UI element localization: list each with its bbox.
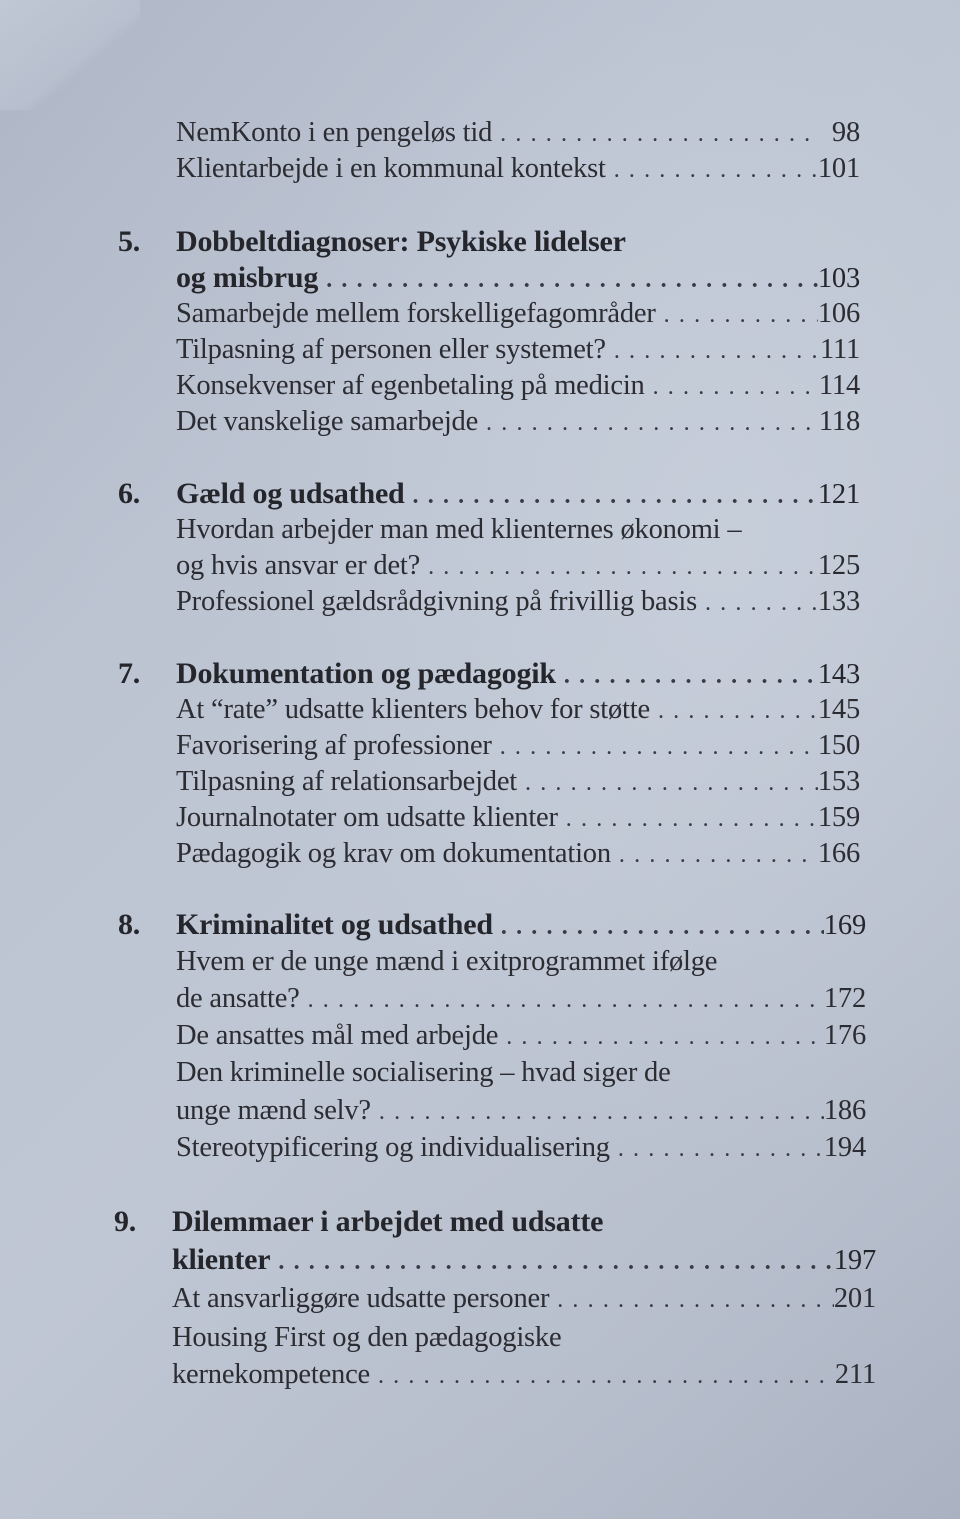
toc-entry-line1 [176,944,866,980]
chapter-title-line2: og misbrug [176,261,319,294]
dot-leader [493,907,824,945]
dot-leader [492,728,818,765]
chapter-number: 9. [114,1205,137,1238]
toc-entry-line1 [172,1320,876,1356]
chapter-title: Gæld og udsathed [176,477,405,510]
toc-entry [176,764,860,801]
dot-leader [270,1242,833,1280]
toc-entry [176,1130,866,1167]
toc-entry [176,296,860,333]
chapter-heading-6 [118,476,860,514]
toc-entry [176,1093,866,1130]
dot-leader [556,656,818,694]
toc-entry [176,584,860,621]
entry-page-number: 114 [818,370,860,401]
entry-title: Pædagogik og krav om dokumentation [176,838,611,869]
dot-leader [558,800,818,837]
entry-title-line1: Den kriminelle socialisering – hvad siger de [176,1057,671,1088]
entry-title: Favorisering af professioner [176,730,492,761]
toc-entry [176,981,866,1018]
entry-title: Konsekvenser af egenbetaling på medicin [176,370,645,401]
entry-title-line2: unge mænd selv? [176,1095,371,1126]
dot-leader [478,404,819,441]
chapter-title-line2: klienter [172,1243,271,1276]
entry-page-number: 145 [817,694,860,725]
dot-leader [656,296,818,333]
dot-leader [610,1130,824,1167]
toc-entry [176,836,860,873]
entry-title-line2: kernekompetence [172,1359,370,1390]
toc-entry [172,1281,876,1318]
toc-entry [176,404,860,441]
dot-leader [405,476,818,514]
dot-leader [645,368,819,405]
entry-title: At ansvarliggøre udsatte personer [172,1283,550,1314]
entry-page-number: 194 [823,1132,866,1163]
chapter-heading-5-cont [176,260,860,298]
toc-entry [176,151,860,188]
entry-title: At “rate” udsatte klienters behov for støtte [176,694,650,725]
entry-title: Det vanskelige samarbejde [176,406,479,437]
chapter-title: Kriminalitet og udsathed [176,908,493,941]
entry-page-number: 150 [817,730,860,761]
dot-leader [611,836,818,873]
entry-page-number: 211 [834,1359,876,1390]
toc-entry-line1 [176,512,860,548]
entry-title: NemKonto i en pengeløs tid [176,117,493,148]
chapter-page-number: 143 [817,659,860,690]
chapter-page-number: 197 [833,1245,876,1276]
toc-entry [176,115,860,152]
chapter-heading-8 [118,907,866,945]
entry-page-number: 125 [817,550,860,581]
chapter-title: Dokumentation og pædagogik [176,657,556,690]
entry-page-number: 166 [817,838,860,869]
entry-page-number: 133 [817,586,860,617]
entry-title: De ansattes mål med arbejde [176,1020,499,1051]
dot-leader [517,764,818,801]
chapter-number: 8. [118,908,141,941]
toc-entry [176,368,860,405]
entry-title-line1: Hvordan arbejder man med klienternes økonomi – [176,514,742,545]
entry-page-number: 111 [819,334,860,365]
entry-page-number: 176 [823,1020,866,1051]
dot-leader [606,332,820,369]
chapter-title-line1: Dilemmaer i arbejdet med udsatte [172,1205,604,1238]
toc-entry [176,728,860,765]
dot-leader [300,981,824,1018]
chapter-title-line1: Dobbeltdiagnoser: Psykiske lidelser [176,225,626,258]
chapter-number: 7. [118,657,141,690]
dot-leader [371,1093,824,1130]
dot-leader [549,1281,834,1318]
entry-title: Tilpasning af personen eller systemet? [176,334,606,365]
entry-title-line1: Hvem er de unge mænd i exitprogrammet ifølge [176,946,718,977]
dot-leader [318,260,818,298]
toc-entry-line1 [176,1055,866,1091]
dot-leader [492,115,820,152]
toc-entry [176,332,860,369]
entry-page-number: 201 [833,1283,876,1314]
entry-page-number: 98 [831,117,860,148]
entry-title: Tilpasning af relationsarbejdet [176,766,518,797]
entry-page-number: 153 [817,766,860,797]
dot-leader [420,548,818,585]
dot-leader [650,692,818,729]
entry-page-number: 101 [817,153,860,184]
entry-title: Professionel gældsrådgivning på frivillig basis [176,586,697,617]
entry-page-number: 159 [817,802,860,833]
dot-leader [697,584,818,621]
chapter-page-number: 103 [817,263,860,294]
toc-entry [176,1018,866,1055]
entry-title: Journalnotater om udsatte klienter [176,802,558,833]
toc-entry [172,1357,876,1394]
chapter-page-number: 169 [823,910,866,941]
entry-title: Klientarbejde i en kommunal kontekst [176,153,606,184]
entry-page-number: 186 [823,1095,866,1126]
entry-title: Stereotypificering og individualisering [176,1132,610,1163]
entry-page-number: 118 [818,406,860,437]
dot-leader [606,151,818,188]
toc-entry [176,548,860,585]
toc-entry [176,800,860,837]
toc-entry [176,692,860,729]
entry-title-line1: Housing First og den pædagogiske [172,1322,562,1353]
entry-page-number: 106 [817,298,860,329]
dot-leader [498,1018,824,1055]
chapter-heading-9-cont [172,1242,876,1280]
chapter-number: 5. [118,225,141,258]
entry-title-line2: de ansatte? [176,983,300,1014]
entry-title-line2: og hvis ansvar er det? [176,550,421,581]
chapter-page-number: 121 [817,479,860,510]
chapter-number: 6. [118,477,141,510]
chapter-heading-7 [118,656,860,694]
dot-leader [370,1357,835,1394]
entry-title: Samarbejde mellem forskelligefagområder [176,298,656,329]
entry-page-number: 172 [823,983,866,1014]
